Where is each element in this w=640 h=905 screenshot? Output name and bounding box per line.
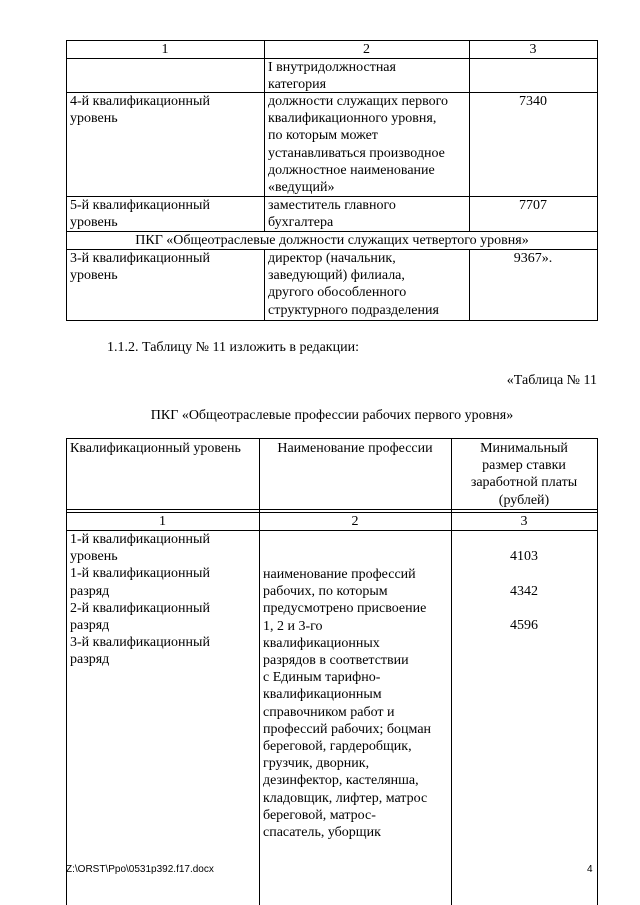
qualification-levels-cell: 1-й квалификационный уровень 1-й квалификационный разряд 2-й квалификационный разряд 3-й квалификационный разряд [70,532,210,668]
table-title: ПКГ «Общеотраслевые профессии рабочих первого уровня» [150,408,514,423]
level-4-salary: 7340 [519,94,547,109]
level-4-cell: 4-й квалификационный уровень [70,94,210,127]
column-number-2: 2 [351,514,359,529]
column-number-3: 3 [529,42,537,57]
level-4-positions: должности служащих первого квалификационного уровня, по которым может устанавливаться производное должностное наименование «ведущий» [268,94,449,196]
column-number-3: 3 [520,514,528,529]
table-reference: «Таблица № 11 [506,373,597,388]
column-number-1: 1 [159,514,166,529]
header-qualification-level: Квалификационный уровень [70,441,241,456]
footer-file-path: Z:\ORST\Ppo\0531p392.f17.docx [66,864,214,875]
salary-value-2: 4342 [510,584,538,599]
header-profession-name: Наименование профессии [277,441,433,456]
salary-value-3: 4596 [510,618,538,633]
group-title-row: ПКГ «Общеотраслевые должности служащих четвертого уровня» [135,233,529,248]
page-number: 4 [587,864,593,875]
level-5-cell: 5-й квалификационный уровень [70,198,210,231]
level-3-salary: 9367». [513,251,553,266]
level-3-positions: директор (начальник, заведующий) филиала, другого обособленного структурного подразделения [268,251,439,318]
level-5-salary: 7707 [519,198,547,213]
amendment-paragraph: 1.1.2. Таблицу № 11 изложить в редакции: [107,340,359,355]
level-5-positions: заместитель главного бухгалтера [268,198,396,231]
header-min-salary: Минимальный размер ставки заработной платы (рублей) [470,441,578,508]
column-number-2: 2 [363,42,370,57]
column-number-1: 1 [161,42,169,57]
professions-cell: наименование профессий рабочих, по которым предусмотрено присвоение 1, 2 и 3-го квалификационных разрядов в соответствии с Единым тарифно- квалификационным справочником работ и профессий рабочих; боцман береговой, гардеробщик, грузчик, дворник, дезинфектор, кастелянша, кладовщик, лифтер, матрос береговой, матрос- спасатель, уборщик [263,567,432,841]
salary-value-1: 4103 [510,549,538,564]
category-cell: I внутридолжностная категория [268,60,396,93]
level-3-cell: 3-й квалификационный уровень [70,251,210,284]
